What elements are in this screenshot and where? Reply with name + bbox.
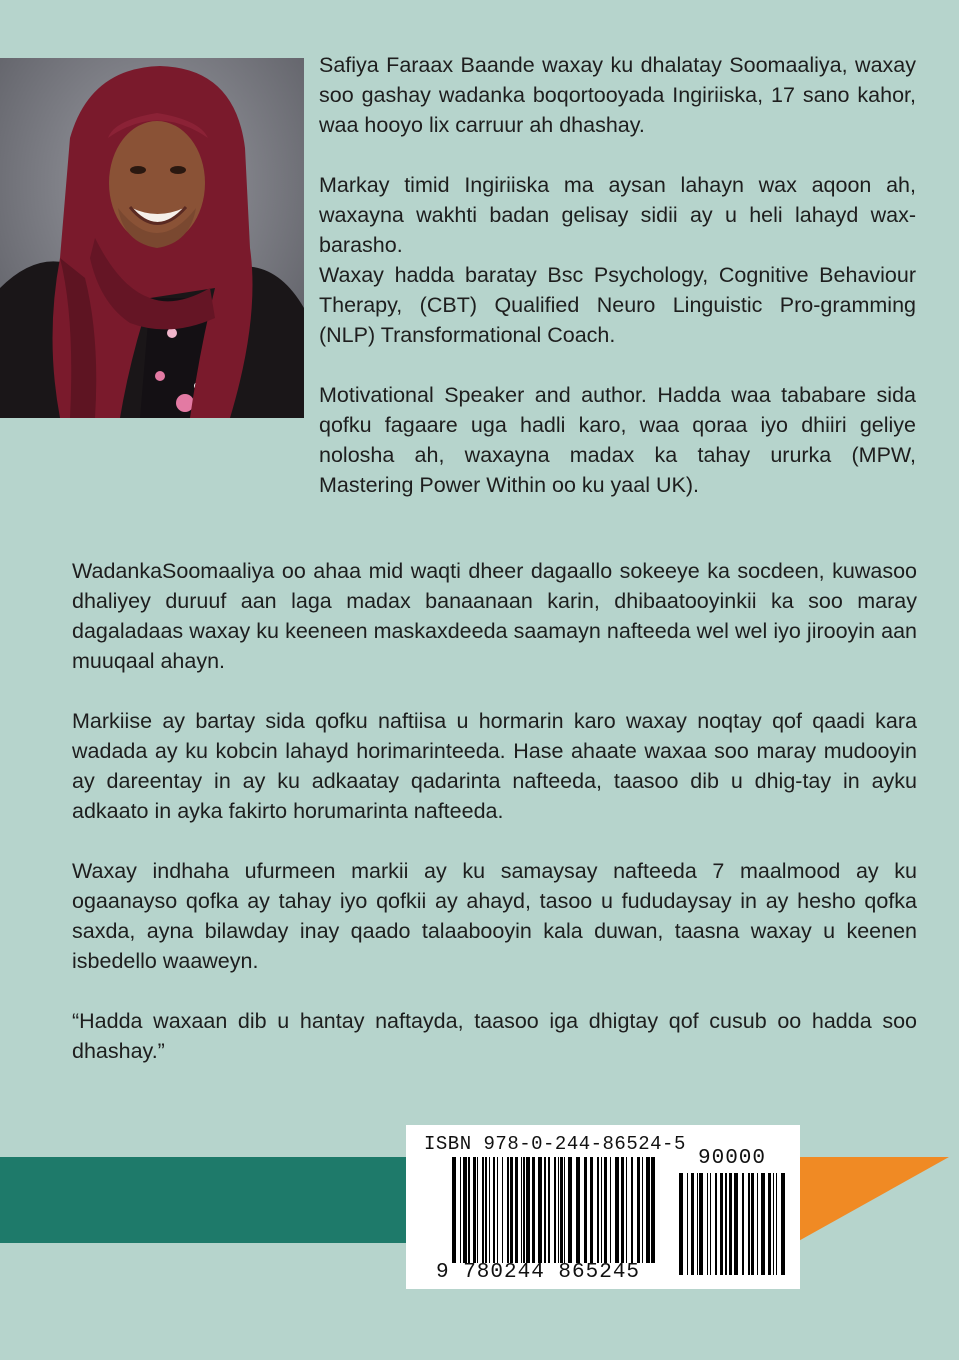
green-band bbox=[0, 1157, 420, 1243]
summary-paragraph: WadankaSoomaaliya oo ahaa mid waqti dheer dagaallo sokeeye ka socdeen, kuwasoo dhaliyey duruuf aan laga madax banaanaan karin, dhibaatooyinkii ka soo maray dagaladaas waxay ku keeneen maskaxdeeda saamayn nafteeda wel wel iyo jirooyin aan muuqaal ahayn. bbox=[72, 559, 917, 673]
bio-paragraph: Markay timid Ingiriiska ma aysan lahayn wax aqoon ah, waxayna wakhti badan gelisay sidii ay u heli lahayd wax-barasho. bbox=[319, 173, 916, 257]
book-summary bbox=[72, 556, 917, 1096]
isbn-label: ISBN 978-0-244-86524-5 bbox=[424, 1133, 686, 1155]
closing-quote: “Hadda waxaan dib u hantay naftayda, taasoo iga dhigtay qof cusub oo hadda soo dhashay.” bbox=[72, 1009, 917, 1063]
bio-paragraph: Motivational Speaker and author. Hadda waa tababare sida qofku fagaare uga hadli karo, waa qoraa iyo dhiiri geliye nolosha ah, waxayna madax ka tahay ururka (MPW, Mastering Power Within oo ku yaal UK). bbox=[319, 383, 916, 497]
author-portrait-icon bbox=[0, 58, 304, 418]
summary-paragraph: Markiise ay bartay sida qofku naftiisa u hormarin karo waxay noqtay qof qaadi kara wadada ay ku kobcin lahayd horimarinteeda. Hase ahaate waxaa soo maray mudooyin ay dareentay in ay ku adkaatay qadarinta nafteeda, taasoo dib u dhig-tay in ayku adkaato in ayka fakirto horumarinta nafteeda. bbox=[72, 709, 917, 823]
price-addon-label: 90000 bbox=[698, 1147, 767, 1170]
author-bio bbox=[319, 50, 916, 530]
orange-band bbox=[795, 1157, 949, 1243]
author-photo bbox=[0, 58, 304, 418]
summary-paragraph: Waxay indhaha ufurmeen markii ay ku samaysay nafteeda 7 maalmood ay ku ogaanayso qofka ay tahay iyo qofkii ay ahayd, tasoo u fududaysay in ay hesho qofka saxda, ayna bilawday inay qaado talaabooyin kala duwan, taasna waxay u keenen isbedello waaweyn. bbox=[72, 859, 917, 973]
isbn-barcode bbox=[406, 1125, 800, 1289]
bio-paragraph: Waxay hadda baratay Bsc Psychology, Cognitive Behaviour Therapy, (CBT) Qualified Neuro Linguistic Pro-gramming (NLP) Transformational Coach. bbox=[319, 263, 916, 347]
ean-label: 9 780244 865245 bbox=[436, 1261, 641, 1284]
bio-paragraph: Safiya Faraax Baande waxay ku dhalatay Soomaaliya, waxay soo gashay wadanka boqortooyada Ingiriiska, 17 sano kahor, waa hooyo lix carruur ah dhashay. bbox=[319, 53, 916, 137]
